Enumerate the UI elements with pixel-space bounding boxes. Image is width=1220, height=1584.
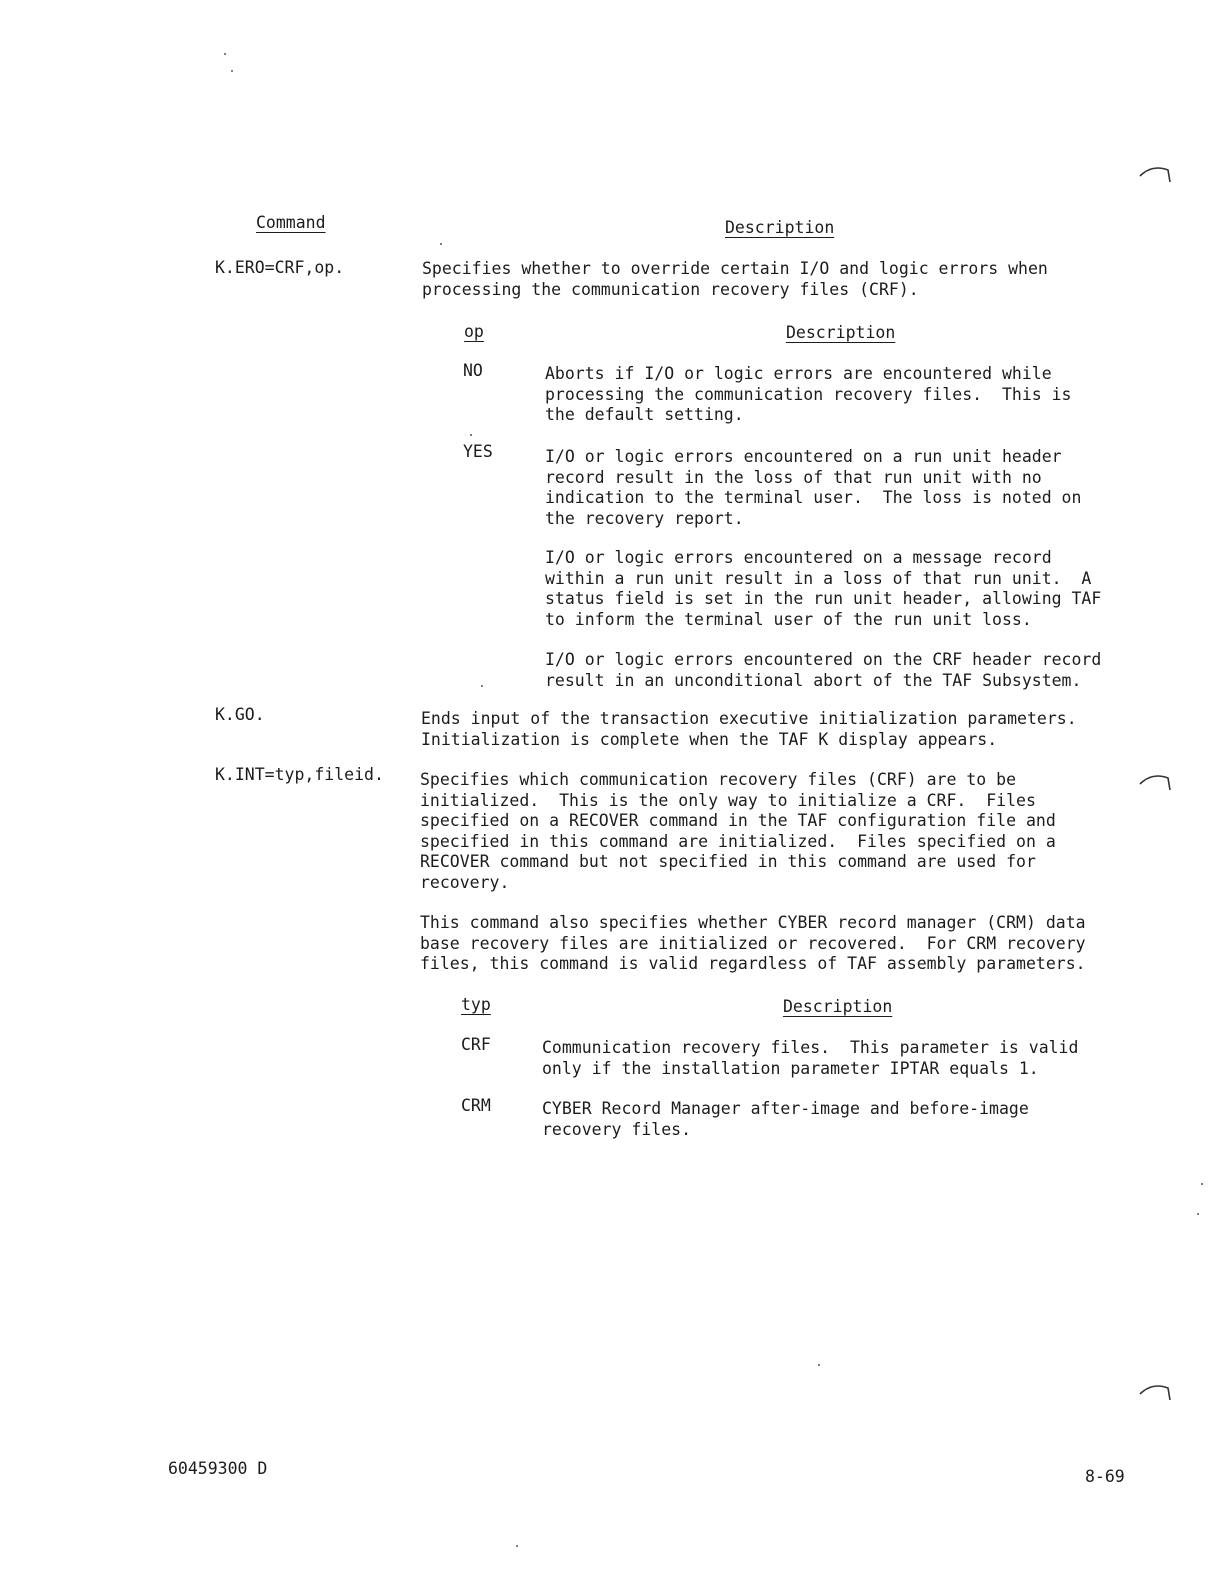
op-yes-paragraph-1: I/O or logic errors encountered on a run unit header record result in the loss of that run unit with no indication to the terminal user. The loss is noted on the recovery report. — [545, 447, 1082, 528]
binder-hole-mark-icon — [1138, 1380, 1172, 1402]
scan-speck — [481, 685, 483, 687]
scan-speck — [231, 70, 233, 72]
op-value-no: NO — [463, 361, 483, 380]
typ-value-crm: CRM — [461, 1096, 491, 1115]
op-yes-paragraph-2: I/O or logic errors encountered on a message record within a run unit result in a loss of that run unit. A status field is set in the run unit header, allowing TAF to inform the terminal user of the run unit loss. — [545, 548, 1102, 629]
k-int-description: Specifies which communication recovery files (CRF) are to be initialized. This is the only way to initialize a CRF. Files specified on a RECOVER command in the TAF configuration file and specified in this command are initialized. Files specified on a RECOVER command but not specified in this command are used for recovery. — [420, 770, 1056, 892]
typ-crm-description: CYBER Record Manager after-image and before-image recovery files. — [542, 1099, 1029, 1139]
binder-hole-mark-icon — [1138, 770, 1172, 792]
typ-description-header: Description — [783, 997, 893, 1016]
op-value-yes: YES — [463, 442, 493, 461]
scan-speck — [1197, 1213, 1199, 1215]
k-go-description: Ends input of the transaction executive initialization parameters. Initialization is complete when the TAF K display appears. — [421, 709, 1077, 749]
op-param-header: op — [464, 322, 484, 341]
command-column-header: Command — [256, 213, 326, 232]
scan-speck — [516, 1545, 518, 1547]
k-int-description-2: This command also specifies whether CYBER record manager (CRM) data base recovery files are initialized or recovered. For CRM recovery files, this command is valid regardless of TAF assembly parameters. — [420, 913, 1086, 973]
document-number: 60459300 D — [168, 1459, 268, 1478]
op-description-header: Description — [786, 323, 896, 342]
op-yes-paragraph-3: I/O or logic errors encountered on the CRF header record result in an unconditional abort of the TAF Subsystem. — [545, 650, 1102, 690]
scan-speck — [1201, 1183, 1203, 1185]
scan-speck — [818, 1364, 820, 1366]
k-ero-description: Specifies whether to override certain I/O and logic errors when processing the communication recovery files (CRF). — [422, 259, 1048, 299]
binder-hole-mark-icon — [1138, 162, 1172, 184]
command-k-ero: K.ERO=CRF,op. — [215, 258, 345, 277]
command-k-int: K.INT=typ,fileid. — [215, 765, 384, 784]
command-k-go: K.GO. — [215, 705, 265, 724]
typ-crf-description: Communication recovery files. This parameter is valid only if the installation parameter IPTAR equals 1. — [542, 1038, 1079, 1078]
typ-param-header: typ — [461, 995, 491, 1014]
scan-speck — [470, 434, 472, 436]
description-column-header: Description — [725, 218, 835, 237]
op-no-description: Aborts if I/O or logic errors are encountered while processing the communication recovery files. This is the default setting. — [545, 364, 1072, 424]
typ-value-crf: CRF — [461, 1035, 491, 1054]
page-number: 8-69 — [1085, 1467, 1125, 1486]
scan-speck — [224, 53, 226, 55]
scan-speck — [440, 243, 442, 245]
